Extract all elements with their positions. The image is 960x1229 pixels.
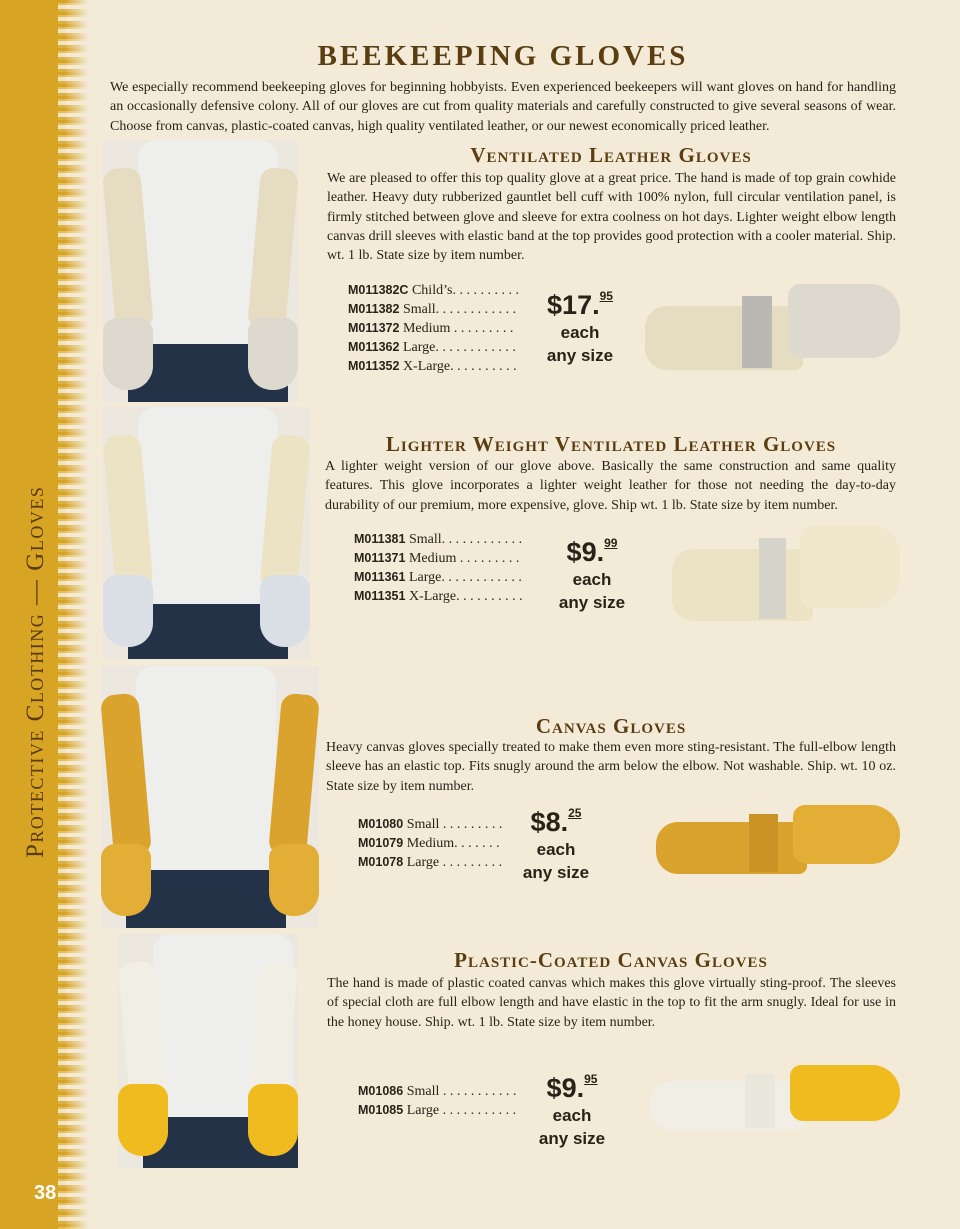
- item-code: M011382C: [348, 283, 409, 297]
- item-size: Small: [405, 532, 442, 547]
- side-section-label: Protective Clothing — Gloves: [22, 485, 49, 858]
- item-code: M01080: [358, 817, 404, 831]
- page-title: BEEKEEPING GLOVES: [317, 40, 689, 72]
- item-leader-dots: . . . . . . . . . . . .: [435, 340, 516, 355]
- item-row: [354, 530, 523, 549]
- model-photo-ventilated-leather: [103, 140, 298, 402]
- side-fringe-decoration: [58, 0, 88, 1229]
- item-size: Large: [403, 1103, 440, 1118]
- description-canvas: Heavy canvas gloves specially treated to make them even more sting-resistant. The full-elbow length sleeve has an elastic top. Fits snugly around the arm below the elbow. Not washable. Ship. wt. 10 oz. State size by item number.: [326, 740, 896, 794]
- price-each: each: [560, 323, 600, 342]
- price-any-size: any size: [538, 1129, 606, 1148]
- item-size: Child’s: [408, 283, 453, 298]
- item-code: M01079: [358, 836, 404, 850]
- item-leader-dots: . . . . . . . . . .: [450, 359, 517, 374]
- item-code: M011372: [348, 321, 400, 335]
- item-row: [358, 1101, 516, 1120]
- item-row: [358, 853, 502, 872]
- item-row: [358, 1082, 516, 1101]
- item-row: [358, 834, 502, 853]
- item-size: X-Large: [405, 589, 457, 604]
- item-size: Small: [403, 817, 440, 832]
- item-list-lighter-weight: [354, 530, 523, 606]
- description-lighter-weight: A lighter weight version of our glove above. Basically the same construction and same quality features. This glove incorporates a lighter weight leather for those not needing the day-to-day durability of our premium, more expensive, glove. Ship wt. 1 lb. State size by item number.: [325, 459, 896, 513]
- item-row: [348, 357, 519, 376]
- item-row: [348, 338, 519, 357]
- item-code: M011371: [354, 551, 406, 565]
- item-size: Large: [403, 855, 440, 870]
- price-cents: 25: [568, 806, 582, 820]
- item-row: [348, 281, 519, 300]
- section-title-plastic-coated: Plastic-Coated Canvas Gloves: [454, 948, 768, 972]
- section-title-canvas: Canvas Gloves: [535, 714, 687, 738]
- model-photo-lighter-weight: [103, 407, 310, 659]
- item-leader-dots: . . . . . . . . . .: [456, 589, 523, 604]
- item-code: M011381: [354, 532, 406, 546]
- price-cents: 95: [584, 1072, 598, 1086]
- section-title-lighter-weight: Lighter Weight Ventilated Leather Gloves: [385, 432, 837, 456]
- item-row: [358, 815, 502, 834]
- price-any-size: any size: [546, 346, 614, 365]
- price-dollars: $17.: [547, 290, 600, 320]
- item-row: [348, 300, 519, 319]
- item-code: M011382: [348, 302, 400, 316]
- item-code: M01078: [358, 855, 404, 869]
- section-title-ventilated-leather: Ventilated Leather Gloves: [470, 143, 752, 167]
- item-leader-dots: . . . . . . . . . . . .: [441, 570, 522, 585]
- item-code: M011352: [348, 359, 400, 373]
- price-cents: 99: [604, 536, 618, 550]
- model-photo-plastic-coated: [118, 934, 298, 1168]
- price-dollars: $9.: [566, 537, 605, 567]
- product-photo-lighter-weight: [672, 518, 900, 630]
- model-photo-canvas: [101, 666, 319, 928]
- price-any-size: any size: [522, 863, 590, 882]
- item-row: [354, 568, 523, 587]
- price-each: each: [552, 1106, 592, 1125]
- product-photo-ventilated-leather: [645, 278, 900, 378]
- product-photo-plastic-coated: [650, 1060, 900, 1136]
- price-cents: 95: [599, 289, 613, 303]
- item-size: Small: [399, 302, 436, 317]
- price-plastic-coated: [532, 1068, 612, 1150]
- item-size: X-Large: [399, 359, 451, 374]
- item-size: Small: [403, 1084, 440, 1099]
- item-leader-dots: . . . . . . . . . . .: [439, 1103, 517, 1118]
- price-each: each: [572, 570, 612, 589]
- description-plastic-coated: The hand is made of plastic coated canvas which makes this glove virtually sting-proof. The sleeves of special cloth are full elbow length and have elastic in the top to fit the arm snugly. Ideal for use in the honey house. Ship. wt. 1 lb. State size by item number.: [327, 976, 896, 1030]
- item-row: [354, 549, 523, 568]
- price-dollars: $8.: [530, 807, 569, 837]
- product-photo-canvas: [656, 800, 900, 880]
- item-leader-dots: . . . . . . . . . .: [452, 283, 519, 298]
- price-canvas: [516, 802, 596, 884]
- item-list-plastic-coated: [358, 1082, 516, 1120]
- item-list-ventilated-leather: [348, 281, 519, 376]
- item-row: [348, 319, 519, 338]
- item-size: Medium: [399, 321, 451, 336]
- item-leader-dots: . . . . . . . . . . . .: [441, 532, 523, 547]
- item-code: M01085: [358, 1103, 404, 1117]
- item-size: Medium: [403, 836, 455, 851]
- intro-paragraph: We especially recommend beekeeping gloves for beginning hobbyists. Even experienced beekeepers will want gloves on hand for handling an occasionally defensive colony. All of our gloves are cut from quality materials and carefully constructed to give several seasons of wear. Choose from canvas, plastic-coated canvas, high quality ventilated leather, or our newest economically priced leather.: [110, 80, 896, 134]
- item-leader-dots: . . . . . . . . . . . .: [435, 302, 517, 317]
- item-code: M011362: [348, 340, 400, 354]
- item-leader-dots: . . . . . . . . .: [439, 855, 503, 870]
- item-row: [354, 587, 523, 606]
- item-code: M011351: [354, 589, 406, 603]
- price-lighter-weight: [552, 532, 632, 614]
- item-leader-dots: . . . . . . . . . . .: [439, 1084, 517, 1099]
- price-ventilated-leather: [540, 285, 620, 367]
- description-ventilated-leather: We are pleased to offer this top quality glove at a great price. The hand is made of top grain cowhide leather. Heavy duty rubberized gauntlet bell cuff with 100% nylon, full circular ventilation panel, is firmly stitched between glove and sleeve for extra coolness on hot days. Lighter weight elbow length canvas drill sleeves with elastic band at the top provides good protection with a cooler material. Ship. wt. 1 lb. State size by item number.: [327, 171, 896, 264]
- item-list-canvas: [358, 815, 502, 872]
- price-any-size: any size: [558, 593, 626, 612]
- item-code: M01086: [358, 1084, 404, 1098]
- item-leader-dots: . . . . . . . . .: [456, 551, 520, 566]
- item-size: Large: [399, 340, 436, 355]
- price-dollars: $9.: [546, 1073, 585, 1103]
- item-size: Medium: [405, 551, 457, 566]
- item-code: M011361: [354, 570, 406, 584]
- item-leader-dots: . . . . . . . . .: [450, 321, 514, 336]
- item-leader-dots: . . . . . . . . .: [439, 817, 503, 832]
- item-size: Large: [405, 570, 442, 585]
- price-each: each: [536, 840, 576, 859]
- item-leader-dots: . . . . . . .: [454, 836, 500, 851]
- page-number: 38: [34, 1182, 57, 1204]
